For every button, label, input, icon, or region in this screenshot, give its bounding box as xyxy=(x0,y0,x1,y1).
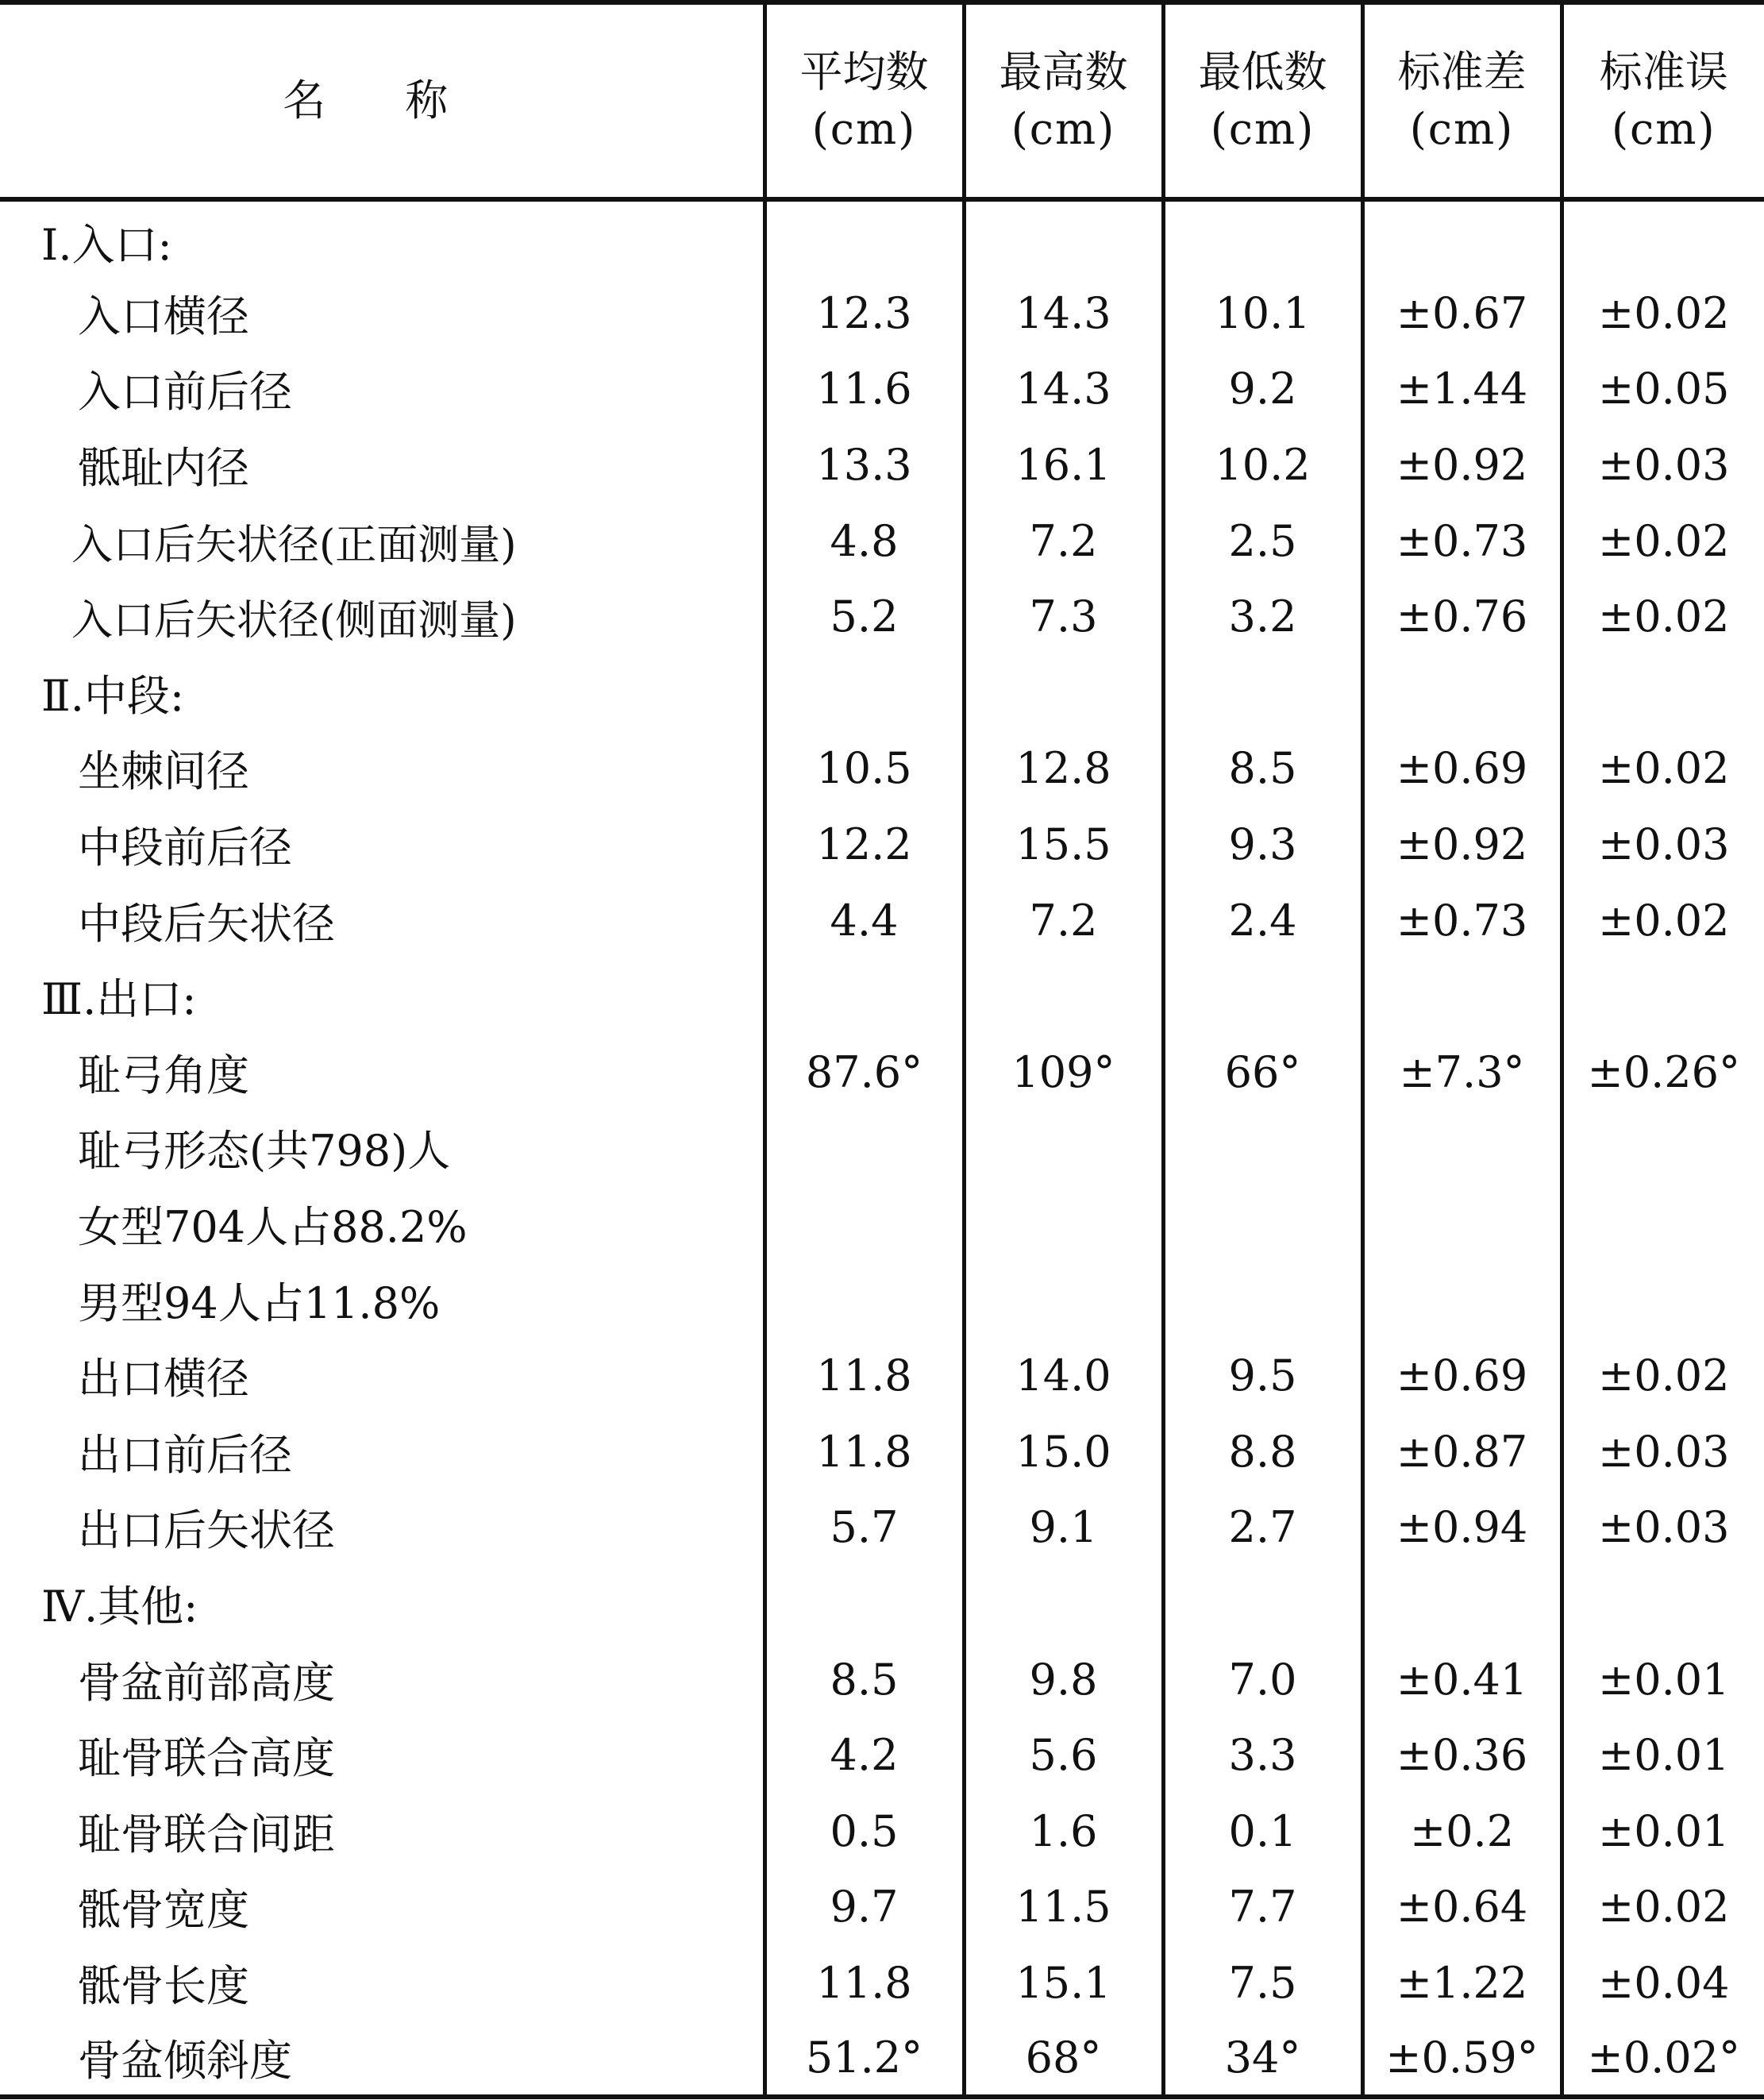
cell-min: 2.7 xyxy=(1163,1489,1362,1566)
cell-min: 34° xyxy=(1163,2021,1362,2097)
row-label: 女型704人占88.2% xyxy=(78,1202,468,1253)
table-row xyxy=(0,882,1764,958)
cell-std-err: ±0.04 xyxy=(1562,1945,1764,2021)
cell-mean: 0.5 xyxy=(765,1793,964,1869)
table-row xyxy=(0,579,1764,655)
table-row xyxy=(0,503,1764,579)
cell-mean xyxy=(765,958,964,1035)
cell-std-dev: ±0.2 xyxy=(1362,1793,1562,1869)
cell-max: 14.0 xyxy=(964,1338,1163,1414)
header-unit: (cm) xyxy=(1409,104,1515,154)
table-row xyxy=(0,730,1764,807)
row-label: 骨盆倾斜度 xyxy=(0,2021,765,2097)
cell-mean: 5.7 xyxy=(765,1489,964,1566)
cell-max xyxy=(964,958,1163,1035)
table-row xyxy=(0,655,1764,731)
cell-std-dev: ±7.3° xyxy=(1362,1035,1562,1111)
cell-max: 15.5 xyxy=(964,807,1163,883)
cell-std-dev: ±0.92 xyxy=(1362,427,1562,503)
cell-min: 3.3 xyxy=(1163,1717,1362,1794)
header-label: 平均数 xyxy=(799,47,929,97)
table-row xyxy=(0,351,1764,427)
cell-mean: 8.5 xyxy=(765,1641,964,1717)
table-row xyxy=(0,1414,1764,1490)
cell-mean: 11.6 xyxy=(765,351,964,427)
cell-max xyxy=(964,199,1163,276)
cell-max: 7.3 xyxy=(964,579,1163,655)
table-row xyxy=(0,1869,1764,1945)
table-row xyxy=(0,1717,1764,1794)
cell-mean: 11.8 xyxy=(765,1945,964,2021)
cell-max: 15.0 xyxy=(964,1414,1163,1490)
cell-mean xyxy=(765,1186,964,1262)
header-label: 最高数 xyxy=(999,47,1128,97)
table-row xyxy=(0,1035,1764,1111)
cell-mean: 51.2° xyxy=(765,2021,964,2097)
cell-min: 7.5 xyxy=(1163,1945,1362,2021)
cell-mean: 4.8 xyxy=(765,503,964,579)
cell-min: 2.5 xyxy=(1163,503,1362,579)
cell-std-err: ±0.26° xyxy=(1562,1035,1764,1111)
cell-std-err: ±0.02 xyxy=(1562,882,1764,958)
cell-max: 16.1 xyxy=(964,427,1163,503)
cell-max: 1.6 xyxy=(964,1793,1163,1869)
cell-min: 0.1 xyxy=(1163,1793,1362,1869)
table-row xyxy=(0,1489,1764,1566)
row-label: 骶骨宽度 xyxy=(78,1885,249,1936)
cell-std-err: ±0.01 xyxy=(1562,1717,1764,1794)
cell-max xyxy=(964,655,1163,731)
cell-std-dev xyxy=(1362,958,1562,1035)
cell-std-err: ±0.03 xyxy=(1562,1489,1764,1566)
cell-min: 10.1 xyxy=(1163,276,1362,352)
cell-min xyxy=(1163,1262,1362,1338)
row-label: 中段前后径 xyxy=(78,823,292,873)
table-row xyxy=(0,427,1764,503)
cell-std-dev xyxy=(1362,1566,1562,1642)
cell-max: 5.6 xyxy=(964,1717,1163,1794)
cell-std-err: ±0.02 xyxy=(1562,1338,1764,1414)
cell-min: 9.3 xyxy=(1163,807,1362,883)
cell-mean: 11.8 xyxy=(765,1414,964,1490)
cell-mean: 5.2 xyxy=(765,579,964,655)
cell-std-dev: ±0.94 xyxy=(1362,1489,1562,1566)
cell-std-dev xyxy=(1362,1186,1562,1262)
cell-min: 66° xyxy=(1163,1035,1362,1111)
cell-mean: 12.2 xyxy=(765,807,964,883)
cell-min: 7.0 xyxy=(1163,1641,1362,1717)
cell-std-err: ±0.05 xyxy=(1562,351,1764,427)
table-row xyxy=(0,199,1764,276)
cell-mean: 9.7 xyxy=(765,1869,964,1945)
cell-std-dev: ±0.73 xyxy=(1362,503,1562,579)
cell-max: 7.2 xyxy=(964,882,1163,958)
cell-min xyxy=(1163,655,1362,731)
cell-std-err: ±0.03 xyxy=(1562,1414,1764,1490)
table-row xyxy=(0,958,1764,1035)
table-row xyxy=(0,1186,1764,1262)
cell-std-err: ±0.01 xyxy=(1562,1793,1764,1869)
row-label: 入口后矢状径(正面测量) xyxy=(71,521,517,569)
table-row xyxy=(0,1641,1764,1717)
cell-min: 8.5 xyxy=(1163,730,1362,807)
header-label: 最低数 xyxy=(1198,47,1327,97)
row-label: 骶耻内径 xyxy=(78,443,249,494)
cell-min: 2.4 xyxy=(1163,882,1362,958)
cell-std-dev xyxy=(1362,1262,1562,1338)
row-label: 出口后矢状径 xyxy=(78,1505,335,1556)
cell-max: 11.5 xyxy=(964,1869,1163,1945)
row-label: 耻弓角度 xyxy=(78,1050,249,1100)
header-name: 名称 xyxy=(0,2,765,199)
row-label: 入口横径 xyxy=(78,291,249,341)
cell-max: 12.8 xyxy=(964,730,1163,807)
cell-mean xyxy=(765,1262,964,1338)
cell-max xyxy=(964,1110,1163,1186)
cell-mean xyxy=(765,1566,964,1642)
section-heading: Ⅰ.入口: xyxy=(41,219,172,270)
cell-min: 10.2 xyxy=(1163,427,1362,503)
cell-std-err: ±0.03 xyxy=(1562,807,1764,883)
header-label: 标准误 xyxy=(1599,47,1728,97)
cell-max: 14.3 xyxy=(964,276,1163,352)
header-unit: (cm) xyxy=(1210,104,1315,154)
cell-std-err xyxy=(1562,655,1764,731)
cell-max: 68° xyxy=(964,2021,1163,2097)
section-heading: Ⅱ.中段: xyxy=(41,670,185,721)
table-row xyxy=(0,1110,1764,1186)
row-label: 骶骨长度 xyxy=(78,1960,249,2011)
row-label: 中段后矢状径 xyxy=(78,898,335,949)
cell-std-dev: ±0.69 xyxy=(1362,730,1562,807)
cell-min xyxy=(1163,958,1362,1035)
cell-std-dev: ±0.64 xyxy=(1362,1869,1562,1945)
cell-std-dev: ±0.41 xyxy=(1362,1641,1562,1717)
cell-std-err: ±0.02 xyxy=(1562,730,1764,807)
header-row xyxy=(0,2,1764,199)
row-label: 耻弓形态(共798)人 xyxy=(78,1126,451,1177)
cell-std-dev xyxy=(1362,199,1562,276)
header-unit: (cm) xyxy=(1011,104,1116,154)
cell-std-err xyxy=(1562,1110,1764,1186)
cell-max: 9.8 xyxy=(964,1641,1163,1717)
table-row xyxy=(0,807,1764,883)
cell-std-dev: ±0.76 xyxy=(1362,579,1562,655)
cell-min xyxy=(1163,1566,1362,1642)
header-col-std-dev xyxy=(1362,2,1562,199)
header-col-max xyxy=(964,2,1163,199)
cell-std-dev: ±0.59° xyxy=(1362,2021,1562,2097)
cell-std-dev: ±0.92 xyxy=(1362,807,1562,883)
cell-mean xyxy=(765,655,964,731)
row-label: 出口前后径 xyxy=(78,1429,292,1480)
cell-min: 9.2 xyxy=(1163,351,1362,427)
table-row xyxy=(0,1262,1764,1338)
cell-mean: 11.8 xyxy=(765,1338,964,1414)
cell-min: 9.5 xyxy=(1163,1338,1362,1414)
row-label: 入口前后径 xyxy=(78,367,292,418)
row-label: 耻骨联合间距 xyxy=(78,1809,335,1859)
cell-max: 15.1 xyxy=(964,1945,1163,2021)
cell-max: 14.3 xyxy=(964,351,1163,427)
cell-std-err xyxy=(1562,1262,1764,1338)
cell-min xyxy=(1163,199,1362,276)
cell-std-dev: ±0.67 xyxy=(1362,276,1562,352)
header-col-min xyxy=(1163,2,1362,199)
cell-std-err xyxy=(1562,958,1764,1035)
cell-max xyxy=(964,1186,1163,1262)
cell-std-dev xyxy=(1362,1110,1562,1186)
row-label: 男型94人占11.8% xyxy=(78,1277,441,1328)
table-row xyxy=(0,1338,1764,1414)
row-label: 耻骨联合高度 xyxy=(78,1733,335,1784)
cell-std-err xyxy=(1562,199,1764,276)
section-heading: Ⅳ.其他: xyxy=(41,1581,198,1632)
cell-std-err: ±0.02 xyxy=(1562,503,1764,579)
cell-min: 3.2 xyxy=(1163,579,1362,655)
header-unit: (cm) xyxy=(811,104,917,154)
row-label: 入口后矢状径(侧面测量) xyxy=(71,597,517,645)
cell-mean: 4.4 xyxy=(765,882,964,958)
cell-mean: 12.3 xyxy=(765,276,964,352)
cell-mean: 4.2 xyxy=(765,1717,964,1794)
cell-std-dev: ±1.22 xyxy=(1362,1945,1562,2021)
cell-min xyxy=(1163,1110,1362,1186)
cell-max xyxy=(964,1262,1163,1338)
cell-max: 7.2 xyxy=(964,503,1163,579)
cell-std-err: ±0.03 xyxy=(1562,427,1764,503)
cell-std-err: ±0.01 xyxy=(1562,1641,1764,1717)
cell-std-dev: ±0.69 xyxy=(1362,1338,1562,1414)
cell-std-dev: ±0.36 xyxy=(1362,1717,1562,1794)
row-label: 骨盆前部高度 xyxy=(78,1657,335,1708)
table-row xyxy=(0,276,1764,352)
cell-std-dev: ±0.73 xyxy=(1362,882,1562,958)
cell-mean xyxy=(765,1110,964,1186)
cell-max: 9.1 xyxy=(964,1489,1163,1566)
cell-std-err xyxy=(1562,1566,1764,1642)
cell-std-err: ±0.02 xyxy=(1562,276,1764,352)
header-col-mean xyxy=(765,2,964,199)
table-row xyxy=(0,1945,1764,2021)
cell-std-dev: ±0.87 xyxy=(1362,1414,1562,1490)
header-col-std-err xyxy=(1562,2,1764,199)
cell-std-err: ±0.02 xyxy=(1562,579,1764,655)
cell-min: 8.8 xyxy=(1163,1414,1362,1490)
cell-min: 7.7 xyxy=(1163,1869,1362,1945)
table-row xyxy=(0,1793,1764,1869)
cell-std-err xyxy=(1562,1186,1764,1262)
cell-mean: 10.5 xyxy=(765,730,964,807)
row-label: 出口横径 xyxy=(78,1354,249,1404)
cell-max: 109° xyxy=(964,1035,1163,1111)
cell-std-err: ±0.02° xyxy=(1562,2021,1764,2097)
cell-std-dev: ±1.44 xyxy=(1362,351,1562,427)
cell-max xyxy=(964,1566,1163,1642)
cell-mean: 13.3 xyxy=(765,427,964,503)
cell-std-err: ±0.02 xyxy=(1562,1869,1764,1945)
cell-mean: 87.6° xyxy=(765,1035,964,1111)
cell-mean xyxy=(765,199,964,276)
cell-std-dev xyxy=(1362,655,1562,731)
table-row xyxy=(0,1566,1764,1642)
header-label: 标准差 xyxy=(1397,47,1527,97)
section-heading: Ⅲ.出口: xyxy=(41,974,197,1025)
cell-min xyxy=(1163,1186,1362,1262)
table-row xyxy=(0,2021,1764,2097)
header-unit: (cm) xyxy=(1611,104,1716,154)
row-label: 坐棘间径 xyxy=(78,746,249,797)
